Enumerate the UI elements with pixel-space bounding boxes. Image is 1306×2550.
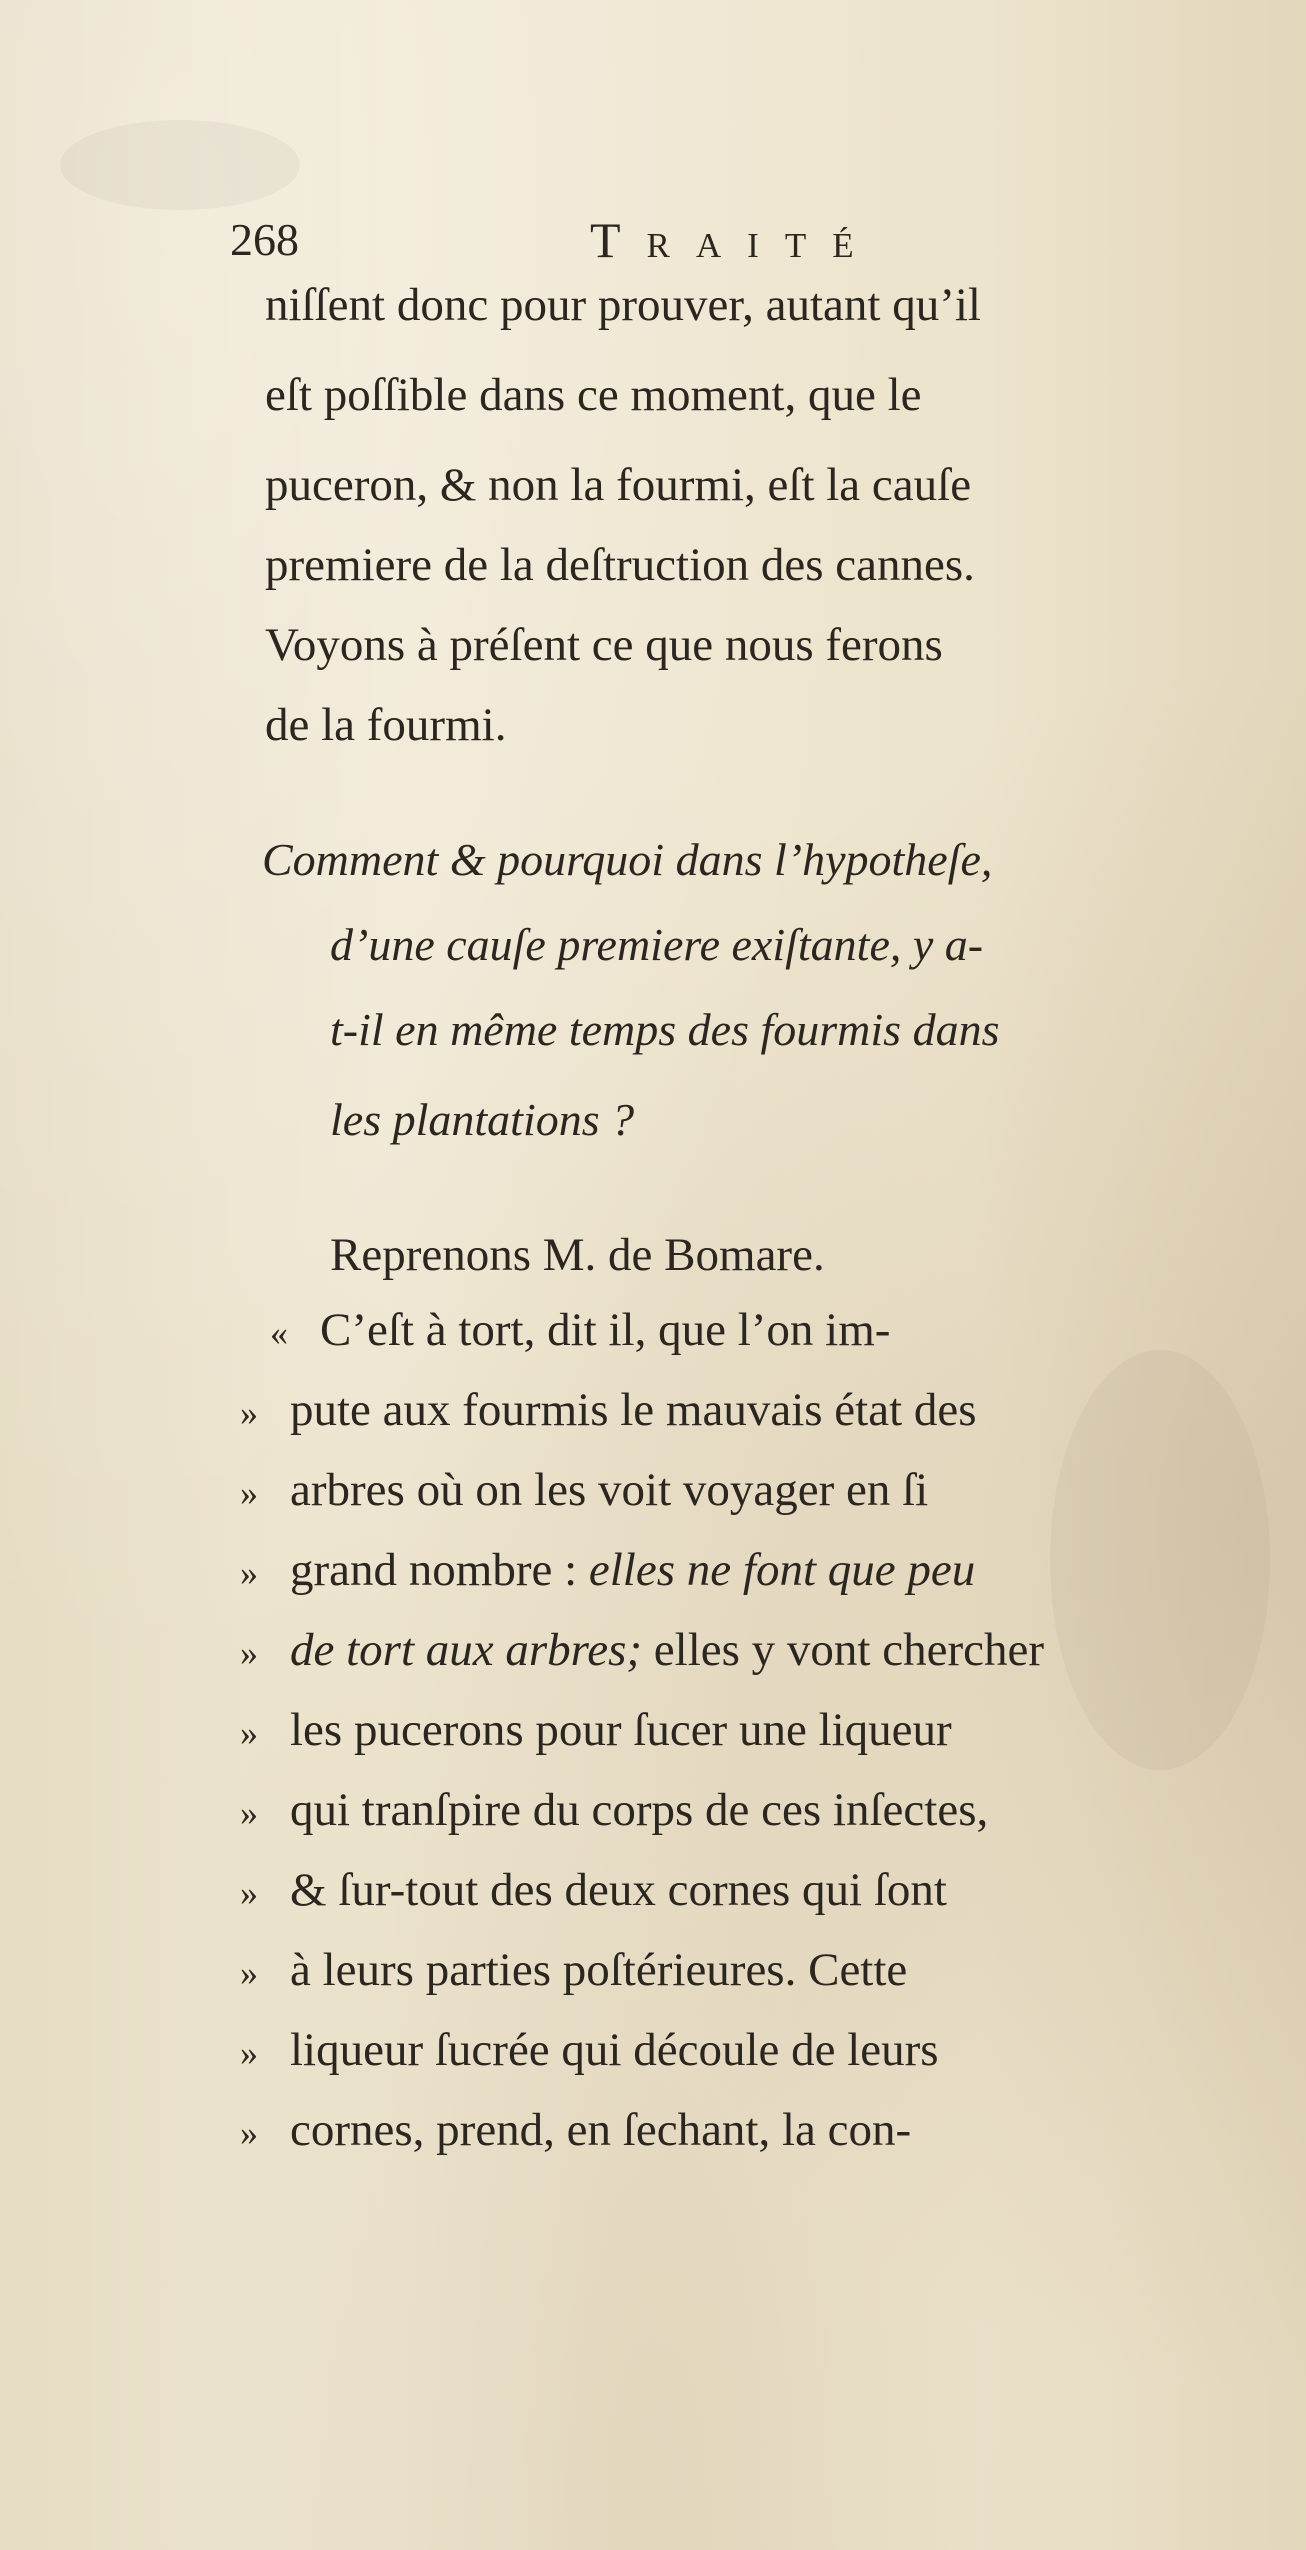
quote-text-italic: de tort aux arbres; <box>290 1624 643 1676</box>
quote-text: pute aux fourmis le mauvais état des <box>290 1384 977 1436</box>
quote-line <box>240 1460 1280 1523</box>
quotation-mark: » <box>240 1793 258 1833</box>
quote-line <box>240 2100 1280 2163</box>
quote-text: grand nombre : <box>290 1544 589 1596</box>
quote-line <box>270 1300 1306 1363</box>
quote-line <box>240 1940 1280 2003</box>
heading-line: les plantations ? <box>330 1094 635 1145</box>
heading-line: t-il en même temps des fourmis dans <box>330 1004 1000 1055</box>
quote-text: les pucerons pour ſucer une liqueur <box>290 1704 952 1756</box>
quote-line <box>240 1380 1280 1443</box>
text-line: niſſent donc pour prouver, autant qu’il <box>265 279 981 331</box>
quote-text: cornes, prend, en ſechant, la con- <box>290 2104 912 2156</box>
quote-text: à leurs parties poſtérieures. Cette <box>290 1944 908 1996</box>
quotation-mark: » <box>240 1633 258 1673</box>
heading-line: Comment & pourquoi dans l’hypotheſe, <box>262 834 993 885</box>
quote-line <box>240 1540 1280 1603</box>
quotation-mark: » <box>240 2033 258 2073</box>
running-title: Traité <box>590 212 880 268</box>
text-line: Voyons à préſent ce que nous ferons <box>265 619 943 671</box>
quote-line <box>240 1780 1280 1843</box>
quote-text-italic: elles ne font que peu <box>588 1544 976 1596</box>
quote-line <box>240 1620 1280 1683</box>
quote-line <box>240 2020 1280 2083</box>
quote-text: & ſur-tout des deux cornes qui ſont <box>290 1864 947 1916</box>
quotation-mark: » <box>240 1713 258 1753</box>
quotation-mark: » <box>240 1473 258 1513</box>
running-head <box>230 210 1080 270</box>
quote-text: liqueur ſucrée qui découle de leurs <box>290 2024 939 2076</box>
quotation-mark: » <box>240 2113 258 2153</box>
quote-text: arbres où on les voit voyager en ſi <box>290 1464 929 1516</box>
quotation-mark: » <box>240 1393 258 1433</box>
page-number: 268 <box>230 214 299 265</box>
quote-text: C’eſt à tort, dit il, que l’on im- <box>320 1304 891 1356</box>
text-line: eſt poſſible dans ce moment, que le <box>265 369 922 421</box>
text-line: de la fourmi. <box>265 699 507 751</box>
quotation-mark: » <box>240 1873 258 1913</box>
quote-text: elles y vont chercher <box>642 1624 1044 1676</box>
paper-stain <box>60 120 300 210</box>
quotation-mark: « <box>270 1313 288 1353</box>
text-line-intro: Reprenons M. de Bomare. <box>330 1229 825 1281</box>
quote-text: qui tranſpire du corps de ces inſectes, <box>290 1784 989 1836</box>
quote-line <box>240 1860 1280 1923</box>
heading-line: d’une cauſe premiere exiſtante, y a- <box>330 919 984 970</box>
text-line: premiere de la deſtruction des cannes. <box>265 539 975 591</box>
text-line: puceron, & non la fourmi, eſt la cauſe <box>265 459 972 511</box>
quotation-mark: » <box>240 1953 258 1993</box>
quotation-mark: » <box>240 1553 258 1593</box>
quote-line <box>240 1700 1280 1763</box>
